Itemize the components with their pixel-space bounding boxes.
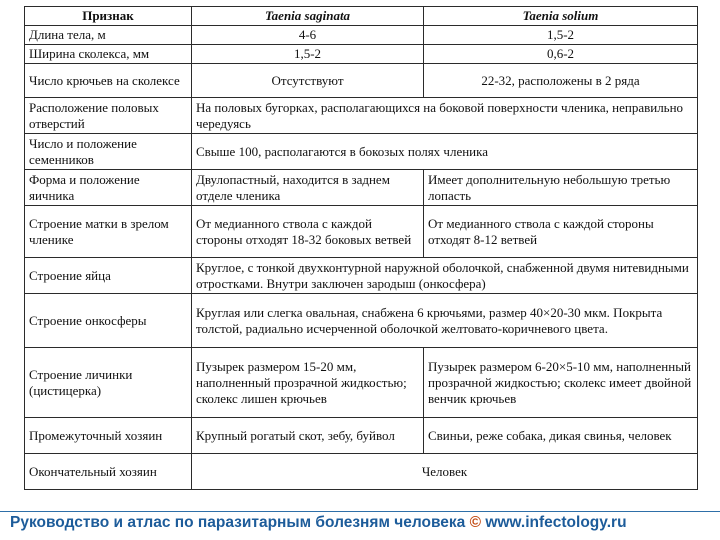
table-row (25, 98, 698, 134)
solium-cell: Пузырек размером 6-20×5-10 мм, наполненный прозрачной жидкостью; сколекс имеет двойной венчик крючьев (424, 348, 698, 418)
feature-cell: Число и положение семенников (25, 134, 192, 170)
header-taenia-solium: Taenia solium (424, 7, 698, 26)
solium-cell: 1,5-2 (424, 26, 698, 45)
table-row (25, 418, 698, 454)
saginata-cell: Пузырек размером 15-20 мм, наполненный прозрачной жидкостью; сколекс лишен крючьев (192, 348, 424, 418)
solium-cell: 22-32, расположены в 2 ряда (424, 64, 698, 98)
shared-cell: Круглая или слегка овальная, снабжена 6 крючьями, размер 40×20-30 мкм. Покрыта толстой, радиально исчерченной оболочкой желтовато-коричневого цвета. (192, 294, 698, 348)
solium-cell: От медианного ствола с каждой стороны отходят 8-12 ветвей (424, 206, 698, 258)
feature-cell: Строение личинки (цистицерка) (25, 348, 192, 418)
table-row (25, 454, 698, 490)
feature-cell: Ширина сколекса, мм (25, 45, 192, 64)
shared-cell: Человек (192, 454, 698, 490)
solium-cell: 0,6-2 (424, 45, 698, 64)
table-row (25, 45, 698, 64)
footer-website: www.infectology.ru (481, 514, 627, 531)
feature-cell: Промежуточный хозяин (25, 418, 192, 454)
solium-cell: Свиньи, реже собака, дикая свинья, человек (424, 418, 698, 454)
feature-cell: Число крючьев на сколексе (25, 64, 192, 98)
shared-cell: На половых бугорках, располагающихся на боковой поверхности членика, неправильно чередуясь (192, 98, 698, 134)
table-row (25, 26, 698, 45)
table-row (25, 348, 698, 418)
header-feature: Признак (25, 7, 192, 26)
feature-cell: Окончательный хозяин (25, 454, 192, 490)
feature-cell: Строение онкосферы (25, 294, 192, 348)
table-row (25, 294, 698, 348)
saginata-cell: Отсутствуют (192, 64, 424, 98)
table-row (25, 170, 698, 206)
saginata-cell: 4-6 (192, 26, 424, 45)
table-row (25, 206, 698, 258)
saginata-cell: От медианного ствола с каждой стороны отходят 18-32 боковых ветвей (192, 206, 424, 258)
table-header-row (25, 7, 698, 26)
solium-cell: Имеет дополнительную небольшую третью лопасть (424, 170, 698, 206)
comparison-table (24, 6, 698, 490)
feature-cell: Длина тела, м (25, 26, 192, 45)
header-taenia-saginata: Taenia saginata (192, 7, 424, 26)
copyright-symbol: © (469, 514, 482, 531)
table-row (25, 64, 698, 98)
saginata-cell: Крупный рогатый скот, зебу, буйвол (192, 418, 424, 454)
feature-cell: Строение яйца (25, 258, 192, 294)
table-row (25, 258, 698, 294)
saginata-cell: 1,5-2 (192, 45, 424, 64)
shared-cell: Круглое, с тонкой двухконтурной наружной оболочкой, снабженной двумя нитевидными отростками. Внутри заключен зародыш (онкосфера) (192, 258, 698, 294)
feature-cell: Строение матки в зрелом членике (25, 206, 192, 258)
saginata-cell: Двулопастный, находится в заднем отделе членика (192, 170, 424, 206)
feature-cell: Расположение половых отверстий (25, 98, 192, 134)
shared-cell: Свыше 100, располагаются в бокозых полях членика (192, 134, 698, 170)
feature-cell: Форма и положение яичника (25, 170, 192, 206)
table-row (25, 134, 698, 170)
footer-title: Руководство и атлас по паразитарным болезням человека (10, 514, 470, 531)
footer-caption (10, 514, 627, 532)
footer-divider (0, 511, 720, 512)
